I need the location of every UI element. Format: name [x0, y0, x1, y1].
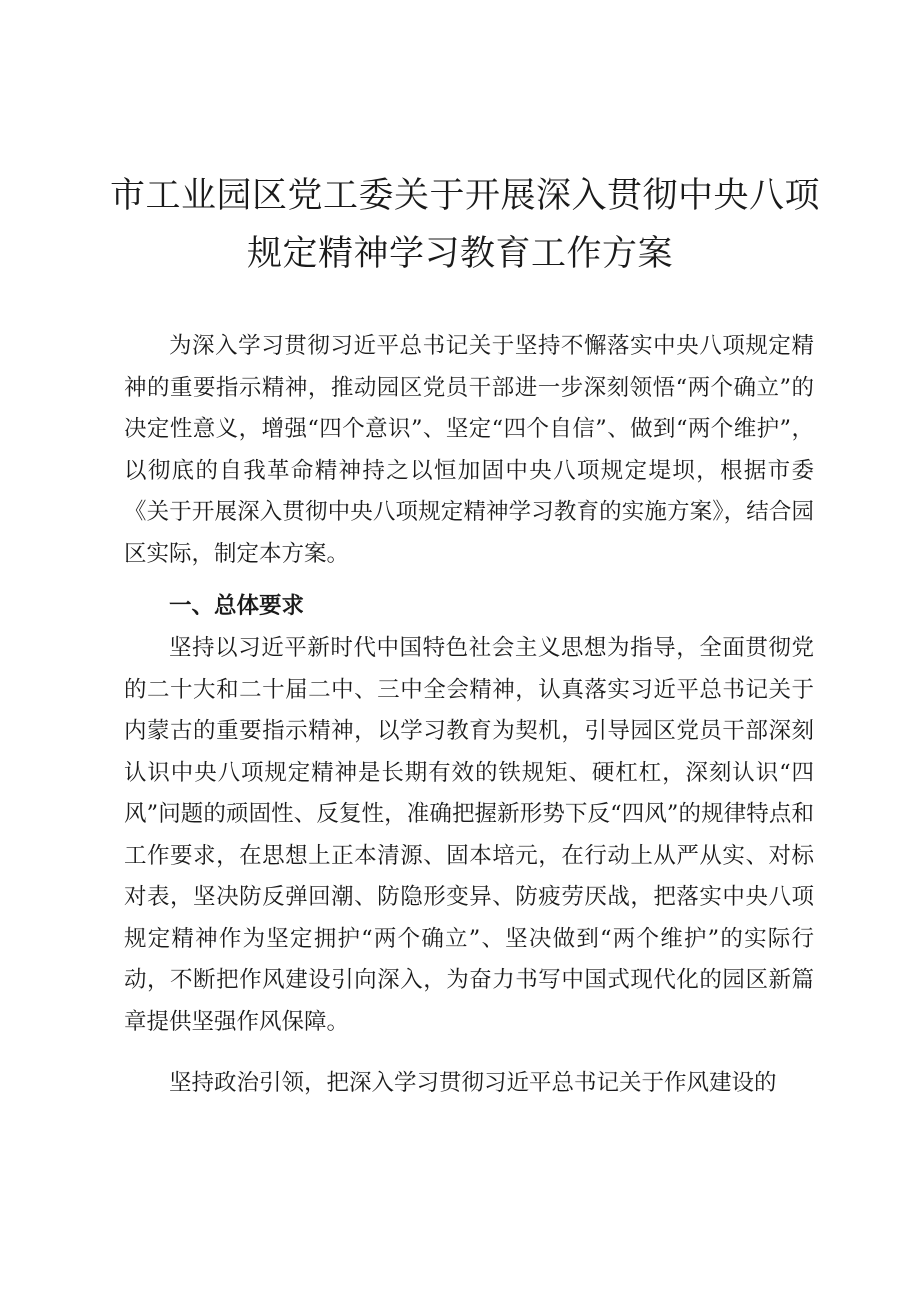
- general-requirements-paragraph: 坚持以习近平新时代中国特色社会主义思想为指导，全面贯彻党的二十大和二十届二中、三中全会精神，认真落实习近平总书记关于内蒙古的重要指示精神，以学习教育为契机，引导园区党员干部深刻认识中央八项规定精神是长期有效的铁规矩、硬杠杠，深刻认识“四风”问题的顽固性、反复性，准确把握新形势下反“四风”的规律特点和工作要求，在思想上正本清源、固本培元，在行动上从严从实、对标对表，坚决防反弹回潮、防隐形变异、防疲劳厌战，把落实中央八项规定精神作为坚定拥护“两个确立”、坚决做到“两个维护”的实际行动，不断把作风建设引向深入，为奋力书写中国式现代化的园区新篇章提供坚强作风保障。: [124, 635, 814, 1035]
- intro-paragraph: 为深入学习贯彻习近平总书记关于坚持不懈落实中央八项规定精神的重要指示精神，推动园区党员干部进一步深刻领悟“两个确立”的决定性意义，增强“四个意识”、坚定“四个自信”、做到“两个维护”，以彻底的自我革命精神持之以恒加固中央八项规定堤坝，根据市委《关于开展深入贯彻中央八项规定精神学习教育的实施方案》，结合园区实际，制定本方案。: [124, 333, 814, 567]
- section-heading-general-requirements: 一、总体要求: [169, 593, 305, 619]
- political-guidance-paragraph: 坚持政治引领，把深入学习贯彻习近平总书记关于作风建设的: [169, 1070, 777, 1096]
- document-title-line-1: 市工业园区党工委关于开展深入贯彻中央八项: [110, 176, 821, 216]
- document-title-line-2: 规定精神学习教育工作方案: [246, 234, 673, 274]
